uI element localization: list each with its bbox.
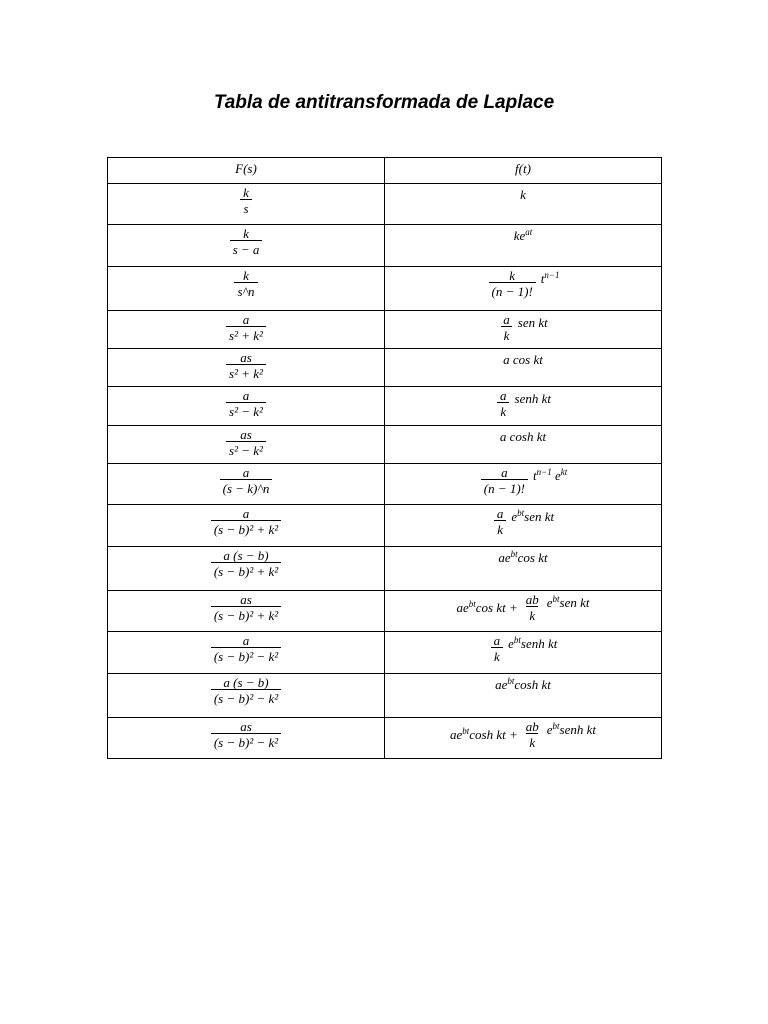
F-numerator: a xyxy=(242,312,250,327)
laplace-F-cell xyxy=(108,505,385,547)
laplace-f-cell xyxy=(385,718,662,759)
table-row xyxy=(108,184,662,225)
F-fraction xyxy=(240,186,252,215)
F-denominator: (s − b)² − k² xyxy=(211,689,281,705)
F-denominator: s^n xyxy=(234,282,257,298)
header-F xyxy=(108,158,385,184)
f-numerator: a xyxy=(500,388,507,403)
laplace-F-cell xyxy=(108,267,385,311)
f-expression: k xyxy=(520,187,526,202)
f-tail-term: $e^{bt}sen$ kt xyxy=(511,508,555,524)
laplace-f-cell xyxy=(385,505,662,547)
f-denominator: k xyxy=(491,647,503,663)
f-numerator: a xyxy=(503,312,510,327)
f-denominator: k xyxy=(526,733,538,749)
f-lead-term: $ae^{bt}\cos$ kt + xyxy=(456,599,518,615)
header-f xyxy=(385,158,662,184)
f-numerator: ab xyxy=(525,592,539,607)
laplace-f-cell xyxy=(385,547,662,591)
F-fraction xyxy=(234,269,257,298)
F-numerator: as xyxy=(240,592,252,607)
f-numerator: ab xyxy=(525,719,539,734)
table-row xyxy=(108,426,662,464)
laplace-F-cell xyxy=(108,591,385,632)
f-denominator: k xyxy=(494,520,506,536)
f-numerator: a xyxy=(493,633,501,648)
F-numerator: as xyxy=(240,427,252,442)
F-numerator: a xyxy=(242,633,250,648)
f-fraction xyxy=(489,269,536,298)
f-fraction xyxy=(500,313,513,342)
header-F-text: F(s) xyxy=(235,161,257,176)
laplace-F-cell xyxy=(108,184,385,225)
f-denominator: k xyxy=(526,606,538,622)
laplace-F-cell xyxy=(108,311,385,349)
F-fraction xyxy=(211,720,281,749)
F-fraction xyxy=(226,389,266,418)
f-fraction xyxy=(481,466,528,495)
table-row xyxy=(108,225,662,267)
f-denominator: k xyxy=(501,326,513,342)
laplace-F-cell xyxy=(108,547,385,591)
F-numerator: a (s − b) xyxy=(223,548,269,563)
F-fraction xyxy=(211,549,281,578)
F-denominator: (s − b)² + k² xyxy=(211,562,281,578)
F-numerator: k xyxy=(243,226,249,241)
f-expression: $ke^{at}$ xyxy=(513,227,533,243)
F-denominator: s − a xyxy=(230,240,263,256)
f-numerator: a xyxy=(501,465,508,480)
table-row xyxy=(108,267,662,311)
table-row xyxy=(108,349,662,387)
page-title: Tabla de antitransformada de Laplace xyxy=(213,92,555,113)
table-row xyxy=(108,718,662,759)
laplace-F-cell xyxy=(108,349,385,387)
F-denominator: s² + k² xyxy=(226,364,266,380)
laplace-f-cell xyxy=(385,464,662,505)
F-numerator: a xyxy=(242,388,250,403)
F-fraction xyxy=(211,676,281,705)
laplace-f-cell xyxy=(385,426,662,464)
F-fraction xyxy=(211,634,281,663)
table-row xyxy=(108,387,662,426)
f-expression: a cosh kt xyxy=(499,429,547,444)
F-denominator: (s − b)² + k² xyxy=(211,520,281,536)
f-tail-term: sen kt xyxy=(517,315,548,330)
F-numerator: a xyxy=(242,506,250,521)
table-row xyxy=(108,632,662,674)
laplace-f-cell xyxy=(385,311,662,349)
f-tail-term: $e^{bt}sen$ kt xyxy=(546,594,590,610)
F-denominator: (s − b)² − k² xyxy=(211,647,281,663)
laplace-f-cell xyxy=(385,674,662,718)
f-expression: $ae^{bt}\cosh$ kt xyxy=(495,676,551,692)
f-fraction xyxy=(494,507,507,536)
F-fraction xyxy=(211,593,281,622)
F-denominator: s² − k² xyxy=(226,441,266,457)
F-numerator: as xyxy=(240,719,252,734)
laplace-F-cell xyxy=(108,387,385,426)
f-tail-term: senh kt xyxy=(514,391,551,406)
f-tail-term: $e^{bt}senh$ kt xyxy=(508,635,558,651)
F-denominator: s² + k² xyxy=(226,326,266,342)
F-numerator: k xyxy=(243,185,249,200)
F-fraction xyxy=(230,227,263,256)
f-tail-term: $t^{n-1}$ xyxy=(540,270,560,286)
laplace-f-cell xyxy=(385,591,662,632)
laplace-F-cell xyxy=(108,632,385,674)
F-denominator: (s − b)² − k² xyxy=(211,733,281,749)
F-fraction xyxy=(211,507,281,536)
F-numerator: as xyxy=(240,350,252,365)
laplace-f-cell xyxy=(385,267,662,311)
f-expression: $ae^{bt}\cos$ kt xyxy=(498,549,548,565)
f-fraction xyxy=(523,720,542,749)
f-tail-term: $e^{bt}senh$ kt xyxy=(546,721,597,737)
F-fraction xyxy=(226,351,266,380)
table-row xyxy=(108,505,662,547)
f-denominator: (n − 1)! xyxy=(489,282,536,298)
laplace-F-cell xyxy=(108,225,385,267)
F-denominator: (s − b)² + k² xyxy=(211,606,281,622)
table-header-row xyxy=(108,158,662,184)
table-row xyxy=(108,591,662,632)
f-lead-term: $ae^{bt}\cosh$ kt + xyxy=(449,726,518,742)
laplace-table xyxy=(107,157,662,759)
table-row xyxy=(108,464,662,505)
F-denominator: s xyxy=(240,199,251,215)
f-numerator: k xyxy=(509,268,516,283)
table-row xyxy=(108,311,662,349)
F-fraction xyxy=(220,466,273,495)
F-fraction xyxy=(226,313,266,342)
F-numerator: a xyxy=(242,465,250,480)
header-f-text: f(t) xyxy=(515,161,531,176)
F-fraction xyxy=(226,428,266,457)
laplace-f-cell xyxy=(385,349,662,387)
f-numerator: a xyxy=(496,506,504,521)
table-row xyxy=(108,674,662,718)
laplace-F-cell xyxy=(108,718,385,759)
laplace-F-cell xyxy=(108,674,385,718)
f-tail-term: $t^{n-1}$ $e^{kt}$ xyxy=(533,467,568,483)
f-fraction xyxy=(491,634,504,663)
laplace-f-cell xyxy=(385,387,662,426)
F-denominator: s² − k² xyxy=(226,402,266,418)
table-row xyxy=(108,547,662,591)
laplace-f-cell xyxy=(385,225,662,267)
f-expression: a cos kt xyxy=(503,352,543,367)
F-numerator: k xyxy=(243,268,249,283)
f-fraction xyxy=(497,389,510,418)
laplace-F-cell xyxy=(108,464,385,505)
laplace-f-cell xyxy=(385,184,662,225)
f-denominator: (n − 1)! xyxy=(481,479,528,495)
f-denominator: k xyxy=(497,402,509,418)
F-numerator: a (s − b) xyxy=(223,675,269,690)
F-denominator: (s − k)^n xyxy=(220,479,273,495)
f-fraction xyxy=(523,593,542,622)
laplace-f-cell xyxy=(385,632,662,674)
laplace-F-cell xyxy=(108,426,385,464)
